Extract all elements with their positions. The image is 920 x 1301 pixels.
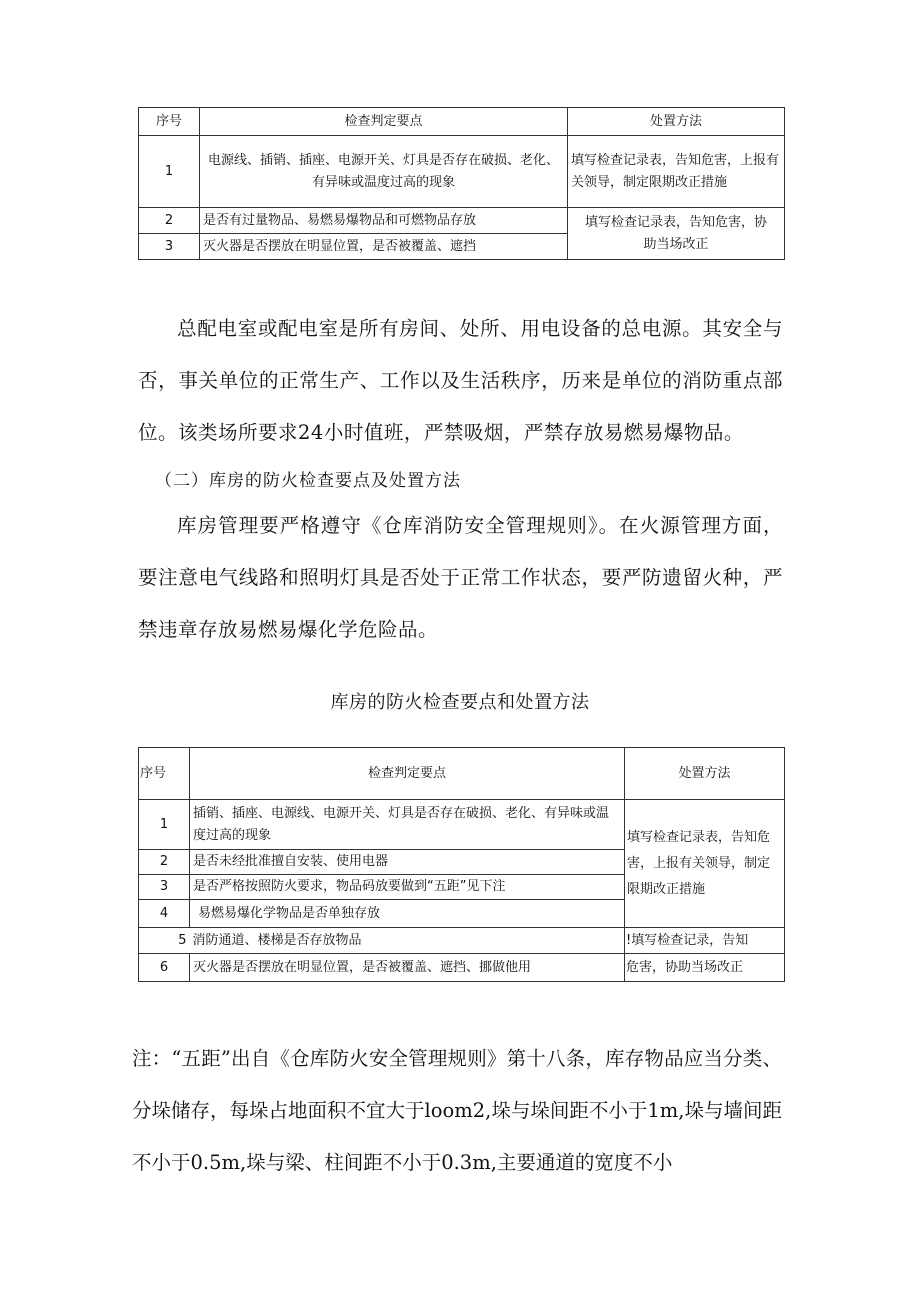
inspection-table-1 bbox=[138, 107, 785, 260]
check-point: 是否有过量物品、易燃易爆物品和可燃物品存放 bbox=[200, 208, 568, 234]
handling-method: 填写检查记录表，告知危害，上报有关领导，制定限期改正措施 bbox=[568, 136, 785, 208]
inspection-table-2 bbox=[138, 747, 785, 982]
header-check-point: 检查判定要点 bbox=[200, 108, 568, 136]
check-point: 是否未经批准擅自安装、使用电器 bbox=[190, 850, 625, 875]
table-row bbox=[139, 208, 785, 234]
row-number: 5 bbox=[139, 928, 190, 954]
row-number: 1 bbox=[139, 800, 190, 850]
handling-method: !填写检查记录，告知 bbox=[625, 928, 785, 954]
table-header-row bbox=[139, 108, 785, 136]
row-number: 6 bbox=[139, 954, 190, 982]
row-number: 3 bbox=[139, 875, 190, 900]
note-five-distances: 注：“五距”出自《仓库防火安全管理规则》第十八条，库存物品应当分类、分垛储存，每垛占地面积不宜大于loom2,垛与垛间距不小于1m,垛与墙间距不小于0.5m,垛与梁、柱间距不小于0.3m,主要通道的宽度不小 bbox=[132, 1047, 782, 1174]
row-number: 2 bbox=[139, 850, 190, 875]
check-point: 插销、插座、电源线、电源开关、灯具是否存在破损、老化、有异味或温度过高的现象 bbox=[190, 800, 625, 850]
paragraph-power-room: 总配电室或配电室是所有房间、处所、用电设备的总电源。其安全与否，事关单位的正常生产、工作以及生活秩序，历来是单位的消防重点部位。该类场所要求24小时值班，严禁吸烟，严禁存放易燃易爆物品。 bbox=[138, 317, 783, 444]
table-row bbox=[139, 954, 785, 982]
check-point: 易燃易爆化学物品是否单独存放 bbox=[190, 900, 625, 928]
header-method: 处置方法 bbox=[625, 748, 785, 800]
check-point: 灭火器是否摆放在明显位置，是否被覆盖、遮挡 bbox=[200, 234, 568, 260]
header-method: 处置方法 bbox=[568, 108, 785, 136]
check-point: 电源线、插销、插座、电源开关、灯具是否存在破损、老化、有异味或温度过高的现象 bbox=[200, 136, 568, 208]
check-point: 灭火器是否摆放在明显位置，是否被覆盖、遮挡、挪做他用 bbox=[190, 954, 625, 982]
handling-method: 填写检查记录表，告知危害，协助当场改正 bbox=[568, 208, 785, 260]
row-number: 4 bbox=[139, 900, 190, 928]
table-row bbox=[139, 800, 785, 850]
check-point: 消防通道、楼梯是否存放物品 bbox=[190, 928, 625, 954]
section-heading-warehouse: （二）库房的防火检查要点及处置方法 bbox=[155, 471, 461, 491]
table-header-row bbox=[139, 748, 785, 800]
table-row bbox=[139, 928, 785, 954]
header-seq: 序号 bbox=[139, 748, 190, 800]
table-caption: 库房的防火检查要点和处置方法 bbox=[330, 692, 590, 713]
handling-method: 危害，协助当场改正 bbox=[625, 954, 785, 982]
handling-method bbox=[625, 800, 785, 928]
handling-method-text: 填写检查记录表，告知危害，上报有关领导，制定限期改正措施 bbox=[627, 829, 771, 897]
row-number: 3 bbox=[139, 234, 200, 260]
check-point: 是否严格按照防火要求，物品码放要做到“五距”见下注 bbox=[190, 875, 625, 900]
header-check-point: 检查判定要点 bbox=[190, 748, 625, 800]
row-number: 2 bbox=[139, 208, 200, 234]
paragraph-warehouse: 库房管理要严格遵守《仓库消防安全管理规则》。在火源管理方面，要注意电气线路和照明灯具是否处于正常工作状态，要严防遗留火种，严禁违章存放易燃易爆化学危险品。 bbox=[138, 514, 783, 641]
header-seq: 序号 bbox=[139, 108, 200, 136]
row-number: 1 bbox=[139, 136, 200, 208]
table-row bbox=[139, 136, 785, 208]
